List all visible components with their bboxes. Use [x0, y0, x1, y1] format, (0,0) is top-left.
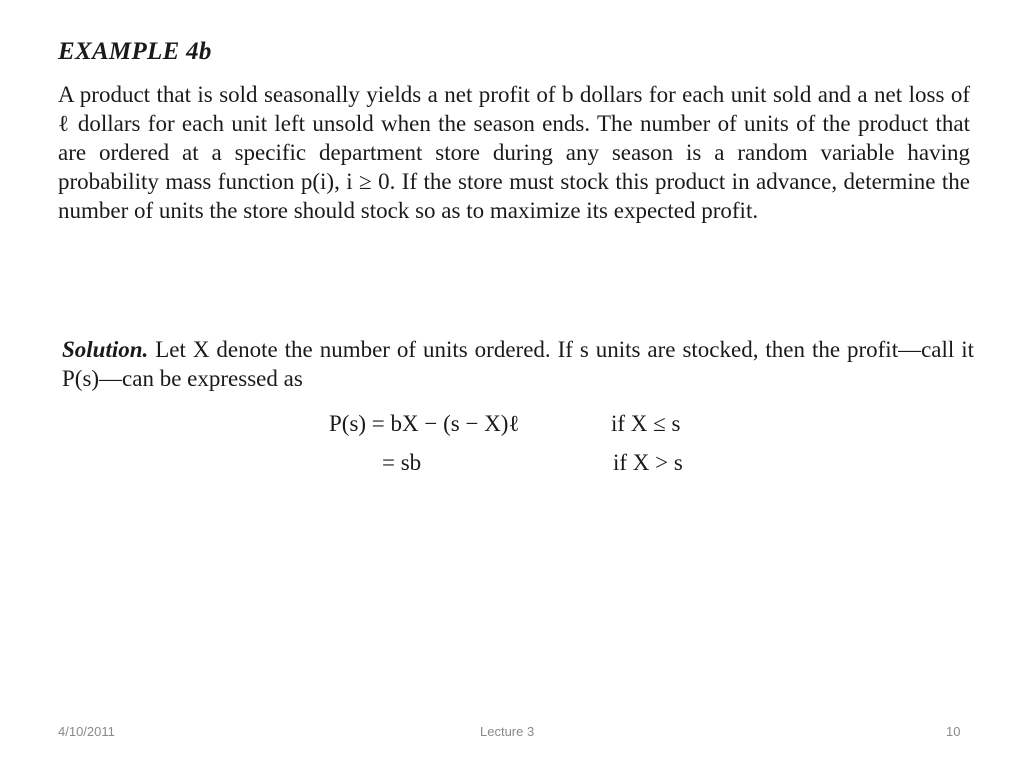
equation-line-2-condition: if X > s: [613, 450, 683, 475]
solution-label: Solution.: [62, 337, 149, 362]
footer-title: Lecture 3: [480, 724, 535, 739]
example-heading: EXAMPLE 4b: [58, 38, 212, 65]
equation-line-1-expression: P(s) = bX − (s − X)ℓ: [329, 411, 520, 436]
solution-text: Let X denote the number of units ordered. If s units are stocked, then the profit—call it P(s)—can be expressed as: [62, 337, 975, 391]
equation-line-1-condition: if X ≤ s: [611, 411, 681, 436]
footer-page-number: 10: [946, 724, 961, 739]
equation-line-2-expression: = sb: [382, 450, 422, 475]
example-problem-text: A product that is sold seasonally yields a net profit of b dollars for each unit sold and a net loss of ℓ dollars for each unit left unsold when the season ends. The number of units of the product that are ordered at a specific department store during any season is a random variable having probability mass function p(i), i ≥ 0. If the store must stock this product in advance, determine the number of units the store should stock so as to maximize its expected profit.: [58, 82, 970, 223]
solution-paragraph: [62, 335, 974, 393]
footer-date: 4/10/2011: [58, 724, 115, 739]
